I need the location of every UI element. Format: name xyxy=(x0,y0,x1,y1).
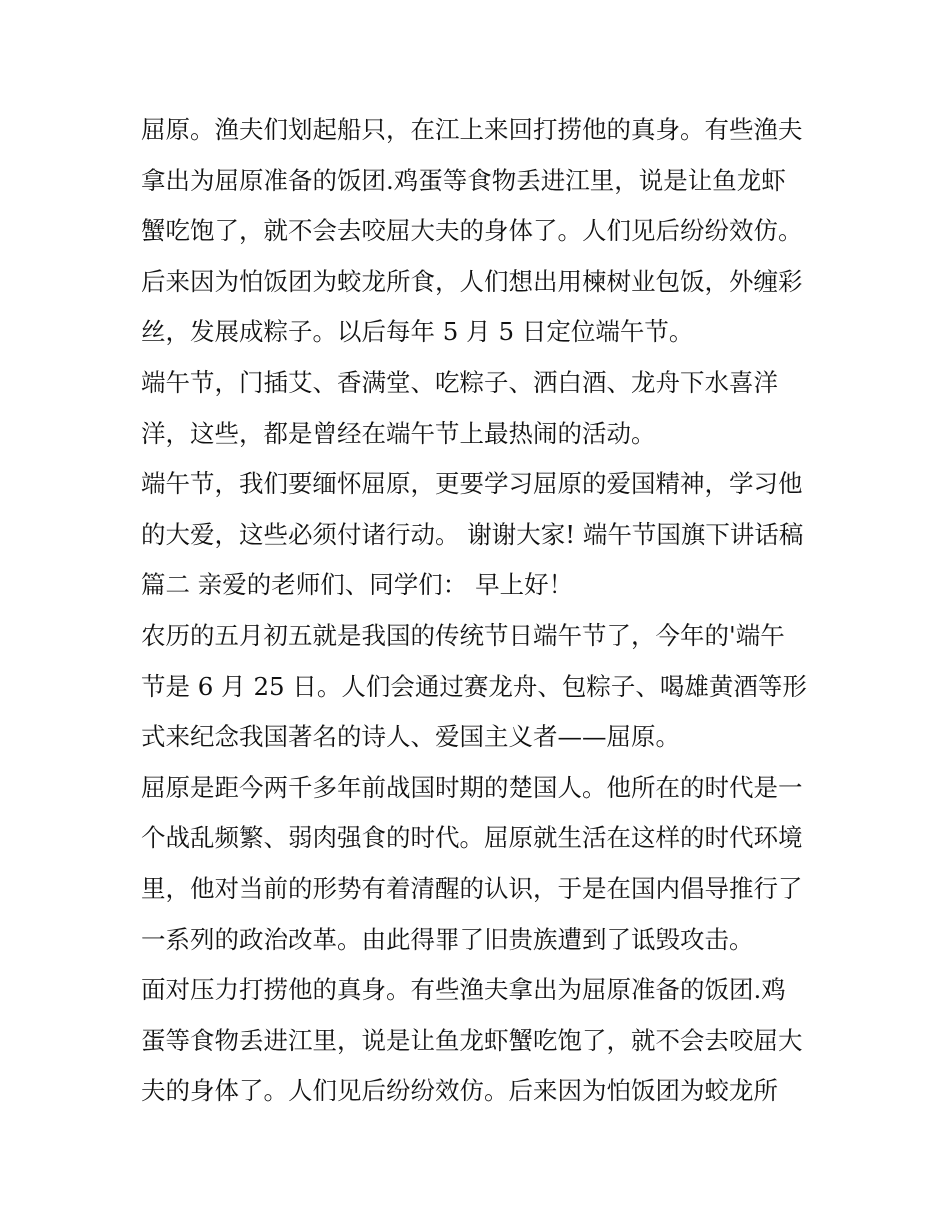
text-line: 个战乱频繁、弱肉强食的时代。屈原就生活在这样的时代环境 xyxy=(141,823,803,853)
text-line: 后来因为怕饭团为蛟龙所食，人们想出用楝树业包饭，外缠彩 xyxy=(141,266,803,296)
text-line: 面对压力打捞他的真身。有些渔夫拿出为屈原准备的饭团.鸡 xyxy=(141,975,786,1005)
text-line: 的大爱，这些必须付诸行动。 谢谢大家! 端午节国旗下讲话稿 xyxy=(141,519,804,549)
text-line: 丝，发展成粽子。以后每年 5 月 5 日定位端午节。 xyxy=(141,317,694,347)
text-line: 蟹吃饱了，就不会去咬屈大夫的身体了。人们见后纷纷效仿。 xyxy=(141,216,803,246)
text-line: 式来纪念我国著名的诗人、爱国主义者——屈原。 xyxy=(141,722,680,752)
text-line: 屈原。渔夫们划起船只，在江上来回打捞他的真身。有些渔夫 xyxy=(141,115,803,144)
text-line: 蛋等食物丢进江里，说是让鱼龙虾蟹吃饱了，就不会去咬屈大 xyxy=(141,1025,803,1055)
text-line: 农历的五月初五就是我国的传统节日端午节了，今年的'端午 xyxy=(141,620,785,650)
text-line: 节是 6 月 25 日。人们会通过赛龙舟、包粽子、喝雄黄酒等形 xyxy=(141,671,807,701)
text-line: 端午节，门插艾、香满堂、吃粽子、洒白酒、龙舟下水喜洋 xyxy=(141,367,778,397)
text-line: 屈原是距今两千多年前战国时期的楚国人。他所在的时代是一 xyxy=(141,772,803,802)
text-line: 夫的身体了。人们见后纷纷效仿。后来因为怕饭团为蛟龙所 xyxy=(141,1076,778,1106)
text-line: 篇二 亲爱的老师们、同学们： 早上好！ xyxy=(141,570,574,600)
text-line: 一系列的政治改革。由此得罪了旧贵族遭到了诋毁攻击。 xyxy=(141,924,754,954)
text-line: 里，他对当前的形势有着清醒的认识，于是在国内倡导推行了 xyxy=(141,873,803,903)
text-line: 洋，这些，都是曾经在端午节上最热闹的活动。 xyxy=(141,418,656,448)
text-line: 端午节，我们要缅怀屈原，更要学习屈原的爱国精神，学习他 xyxy=(141,469,803,499)
document-body xyxy=(141,105,821,1117)
text-line: 拿出为屈原准备的饭团.鸡蛋等食物丢进江里，说是让鱼龙虾 xyxy=(141,165,786,195)
